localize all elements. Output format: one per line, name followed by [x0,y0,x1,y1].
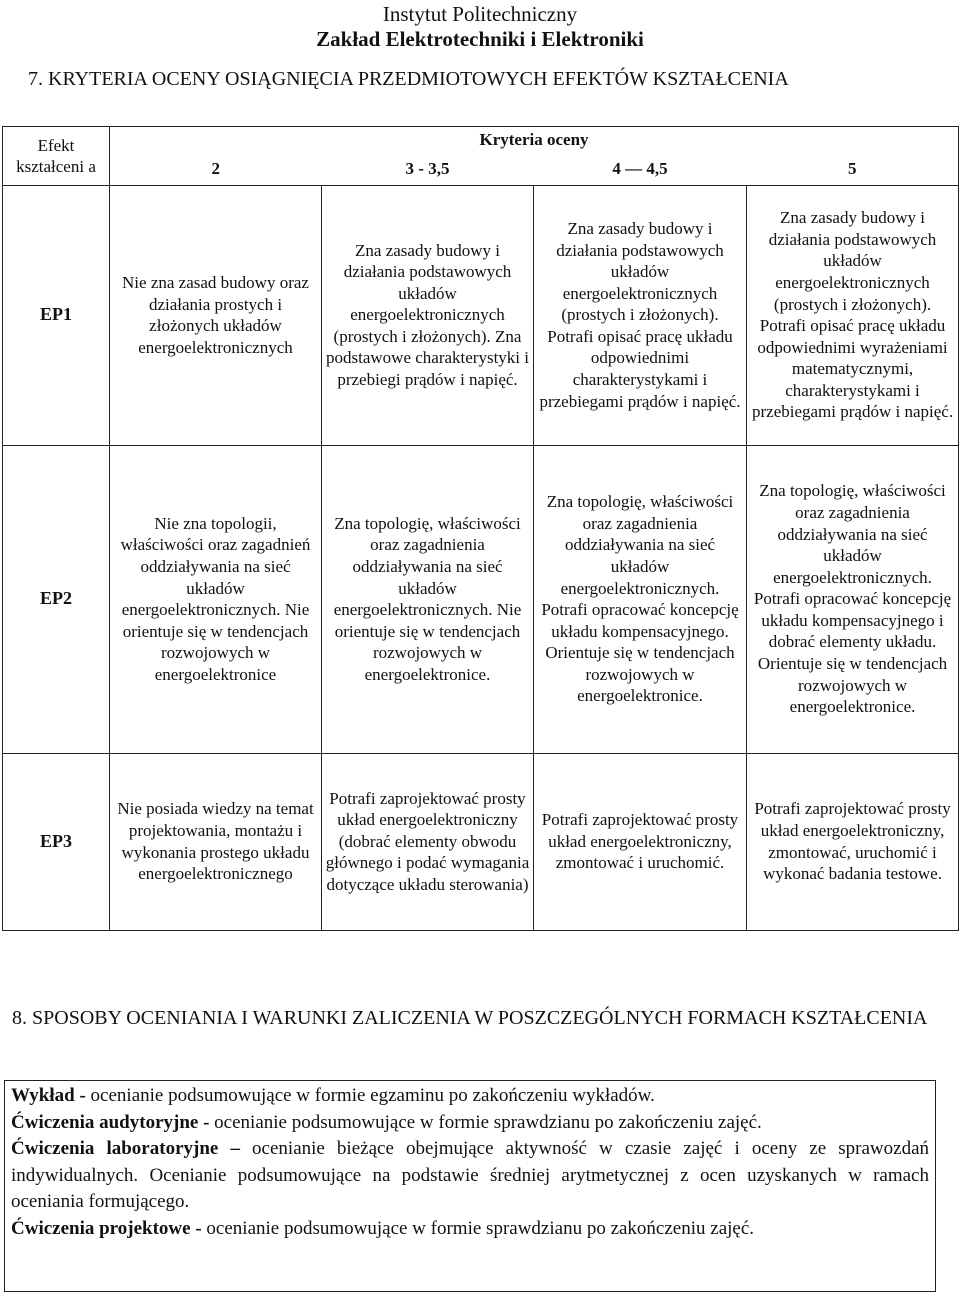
assessment-text: ocenianie podsumowujące w formie egzaminu po zakończeniu wykładów. [90,1085,655,1106]
grade-5-header: 5 [747,153,959,186]
grade-3-cell: Potrafi zaprojektować prosty układ energoelektroniczny (dobrać elementy obwodu głównego i podać wymagania dotyczące układu sterowania) [322,753,534,930]
assessment-item [11,1110,929,1137]
ep-label: EP3 [3,753,110,930]
grade-5-cell: Zna topologię, właściwości oraz zagadnienia oddziaływania na sieć układów energoelektronicznych. Potrafi opracować koncepcję układu kompensacyjnego i dobrać elementy układu. Orientuje się w tendencjach rozwojowych w energoelektronice. [747,445,959,753]
efekt-header: Efekt kształceni a [3,127,110,186]
grade-4-header: 4 — 4,5 [534,153,747,186]
grade-4-cell: Potrafi zaprojektować prosty układ energoelektroniczny, zmontować i uruchomić. [534,753,747,930]
grades-row [3,153,959,186]
grade-3-cell: Zna topologię, właściwości oraz zagadnienia oddziaływania na sieć układów energoelektronicznych. Nie orientuje się w tendencjach rozwojowych w energoelektronice. [322,445,534,753]
grade-5-cell: Potrafi zaprojektować prosty układ energoelektroniczny, zmontować, uruchomić i wykonać badania testowe. [747,753,959,930]
institute-name: Instytut Politechniczny [382,2,578,26]
section-8-title: 8. SPOSOBY OCENIANIA I WARUNKI ZALICZENIA W POSZCZEGÓLNYCH FORMACH KSZTAŁCENIA [12,1007,928,1029]
assessment-label: Ćwiczenia audytoryjne [11,1111,199,1133]
assessment-separator: - [74,1085,91,1106]
assessment-separator: - [198,1111,215,1133]
grade-3-cell: Zna zasady budowy i działania podstawowych układów energoelektronicznych (prostych i złożonych). Zna podstawowe charakterystyki i przebiegi prądów i napięć. [322,185,534,445]
assessment-item [11,1083,929,1110]
assessment-label: Ćwiczenia projektowe [11,1217,191,1239]
criteria-header: Kryteria oceny [110,127,959,153]
assessment-text: ocenianie podsumowujące w formie sprawdzianu po zakończeniu zajęć. [214,1111,762,1133]
grade-3-header: 3 - 3,5 [322,153,534,186]
table-row [3,753,959,930]
assessment-text: ocenianie bieżące obejmujące aktywność w czasie zajęć i oceny ze sprawozdań indywidualnych. Ocenianie podsumowujące na podstawie średniej arytmetycznej z ocen uzyskanych w ramach oceniania formującego. [11,1138,929,1212]
ep-label: EP2 [3,445,110,753]
assessment-separator: - [190,1217,207,1239]
section-7-title: 7. KRYTERIA OCENY OSIĄGNIĘCIA PRZEDMIOTOWYCH EFEKTÓW KSZTAŁCENIA [28,68,789,90]
assessment-box [4,1080,936,1292]
grade-2-cell: Nie zna topologii, właściwości oraz zagadnień oddziaływania na sieć układów energoelektronicznych. Nie orientuje się w tendencjach rozwojowych w energoelektronice [110,445,322,753]
table-row [3,445,959,753]
department-name: Zakład Elektrotechniki i Elektroniki [316,27,644,51]
assessment-separator: – [218,1138,253,1159]
ep-label: EP1 [3,185,110,445]
assessment-text: ocenianie podsumowujące w formie sprawdzianu po zakończeniu zajęć. [206,1217,755,1239]
grade-5-cell: Zna zasady budowy i działania podstawowych układów energoelektronicznych (prostych i złożonych). Potrafi opisać pracę układu odpowiednimi wyrażeniami matematycznymi, charakterystykami i przebiegami prądów i napięć. [747,185,959,445]
grade-4-cell: Zna zasady budowy i działania podstawowych układów energoelektronicznych (prostych i złożonych). Potrafi opisać pracę układu odpowiednimi charakterystykami i przebiegami prądów i napięć. [534,185,747,445]
assessment-item [11,1136,929,1216]
assessment-item [11,1216,929,1243]
table-row [3,185,959,445]
criteria-table [2,126,959,931]
grade-2-header: 2 [110,153,322,186]
grade-2-cell: Nie zna zasad budowy oraz działania prostych i złożonych układów energoelektronicznych [110,185,322,445]
assessment-label: Wykład [11,1085,75,1106]
assessment-label: Ćwiczenia laboratoryjne [11,1138,219,1159]
grade-4-cell: Zna topologię, właściwości oraz zagadnienia oddziaływania na sieć układów energoelektronicznych. Potrafi opracować koncepcję układu kompensacyjnego. Orientuje się w tendencjach rozwojowych w energoelektronice. [534,445,747,753]
grade-2-cell: Nie posiada wiedzy na temat projektowania, montażu i wykonania prostego układu energoelektronicznego [110,753,322,930]
